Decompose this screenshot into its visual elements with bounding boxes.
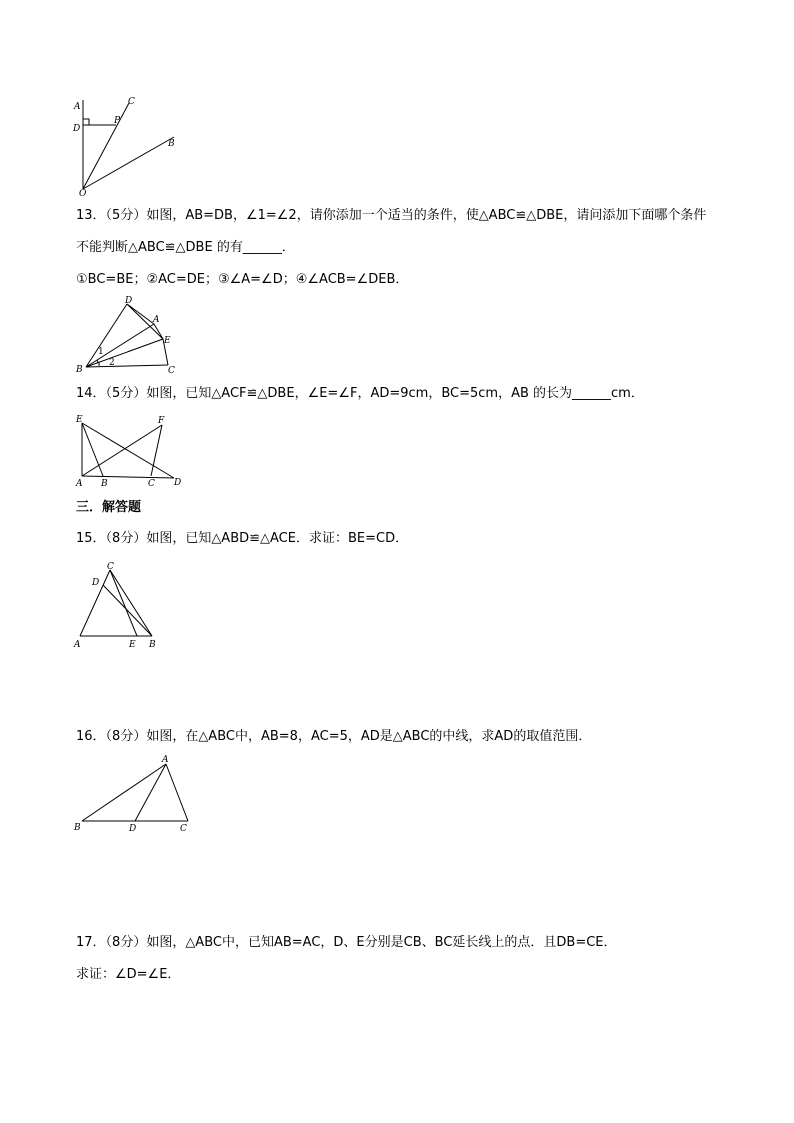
label-2: 2	[109, 358, 115, 368]
q16-text: 16．（8分）如图，在△ABC中，AB=8，AC=5，AD是△ABC的中线，求AD的取值范围．	[76, 729, 592, 744]
label-d: D	[92, 578, 100, 588]
segment-fa	[82, 425, 162, 476]
label-b: B	[168, 139, 175, 149]
label-f: F	[158, 416, 165, 426]
label-a: A	[153, 315, 160, 325]
label-e: E	[164, 336, 171, 346]
label-o: O	[79, 189, 87, 199]
segment-fc	[151, 425, 162, 476]
label-a: A	[74, 102, 81, 112]
q15-text: 15．（8分）如图，已知△ABD≌△ACE．求证：BE=CD．	[76, 531, 409, 546]
q17-line1: 17．（8分）如图，△ABC中，已知AB=AC，D、E分别是CB、BC延长线上的点．且DB=CE．	[76, 935, 617, 950]
segment-ad	[82, 476, 174, 478]
segment-ba	[82, 764, 166, 821]
figure-q14	[70, 410, 190, 490]
label-c: C	[148, 479, 155, 489]
label-e: E	[129, 640, 136, 650]
label-c: C	[180, 824, 187, 834]
segment-ce	[110, 570, 137, 636]
label-b: B	[76, 365, 83, 375]
q14-text: 14．（5分）如图，已知△ACF≌△DBE，∠E=∠F，AD=9cm，BC=5cm，AB 的长为______cm．	[76, 386, 644, 401]
label-a: A	[76, 479, 83, 489]
label-c: C	[168, 366, 175, 376]
segment-bd	[86, 304, 127, 367]
label-c: C	[128, 97, 135, 107]
q13-line1: 13．（5分）如图，AB=DB，∠1=∠2，请你添加一个适当的条件，使△ABC≌△DBE，请问添加下面哪个条件	[76, 208, 707, 223]
label-c: C	[107, 562, 114, 572]
label-b: B	[149, 640, 156, 650]
label-d: D	[125, 296, 133, 306]
q13-line2: 不能判断△ABC≌△DBE 的有______．	[76, 240, 295, 255]
right-angle-mark	[83, 119, 89, 125]
label-d: D	[73, 124, 81, 134]
label-p: P	[114, 116, 121, 126]
label-d: D	[129, 824, 137, 834]
segment-ac	[166, 764, 188, 821]
label-b: B	[101, 479, 108, 489]
label-a: A	[74, 640, 81, 650]
label-b: B	[74, 823, 81, 833]
segment-bc	[86, 365, 168, 367]
segment-ad	[135, 764, 166, 821]
label-a: A	[162, 755, 169, 765]
label-d: D	[174, 478, 182, 488]
segment-da	[127, 304, 154, 324]
figure-q15	[70, 558, 170, 653]
segment-cb	[110, 570, 152, 636]
figure-q12	[70, 92, 190, 202]
label-e: E	[76, 415, 83, 425]
label-1: 1	[98, 347, 104, 357]
segment-db	[103, 585, 152, 636]
figure-q16	[70, 750, 200, 840]
segment-eb	[82, 423, 103, 476]
section-title: 三．解答题	[76, 500, 142, 515]
figure-q13	[70, 292, 190, 382]
q13-options: ①BC=BE；②AC=DE；③∠A=∠D；④∠ACB=∠DEB．	[76, 272, 409, 287]
q17-line2: 求证：∠D=∠E．	[76, 967, 181, 982]
